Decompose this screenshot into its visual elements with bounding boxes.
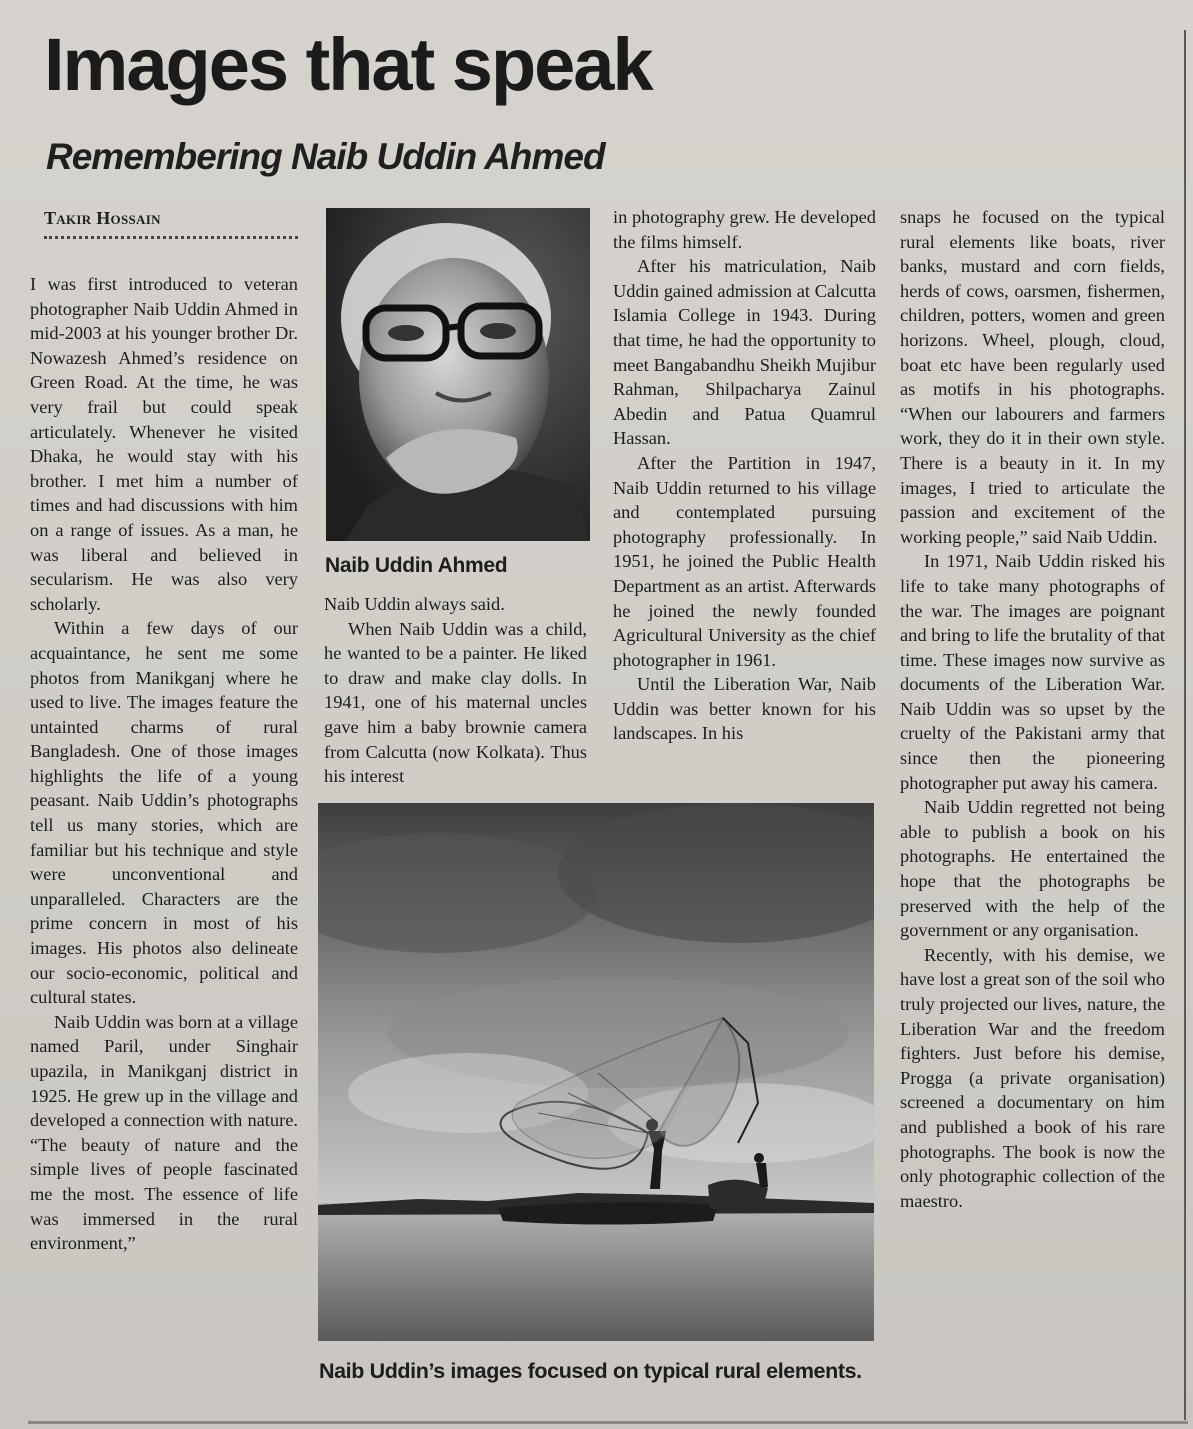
column-2 xyxy=(324,592,587,789)
subheadline: Remembering Naib Uddin Ahmed xyxy=(46,136,605,177)
headline: Images that speak xyxy=(44,23,652,106)
paragraph: snaps he focused on the typical rural elements like boats, river banks, mustard and corn fields, herds of cows, oarsmen, fishermen, children, potters, women and green horizons. Wheel, plough, cloud, boat etc have been regularly used as motifs in his photographs. “When our labourers and farmers work, they do it in their own style. There is a beauty in it. In my images, I tried to articulate the passion and excitement of the working people,” said Naib Uddin. xyxy=(900,207,1165,547)
paragraph: After his matriculation, Naib Uddin gained admission at Calcutta Islamia College in 1943. During that time, he had the opportunity to meet Bangabandhu Sheikh Mujibur Rahman, Shilpacharya Zainul Abedin and Patua Quamrul Hassan. xyxy=(613,256,876,449)
column-1 xyxy=(30,272,298,1256)
column-4 xyxy=(900,205,1165,1213)
byline-divider xyxy=(44,236,298,239)
paragraph: In 1971, Naib Uddin risked his life to take many photographs of the war. The images are poignant and bring to life the brutality of that time. These images now survive as documents of the Liberation War. Naib Uddin was so upset by the cruelty of the Pakistani army that since then the pioneering photographer put away his camera. xyxy=(900,551,1165,793)
byline: Takir Hossain xyxy=(44,208,161,228)
fisherman-photo xyxy=(318,803,874,1341)
paragraph: Within a few days of our acquaintance, he sent me some photos from Manikganj where he used to live. The images feature the untainted charms of rural Bangladesh. One of those images highlights the life of a young peasant. Naib Uddin’s photographs tell us many stories, which are familiar but his technique and style were unconventional and unparalleled. Characters are the prime concern in most of his images. His photos also delineate our socio-economic, political and cultural states. xyxy=(30,618,298,1008)
landscape-caption: Naib Uddin’s images focused on typical rural elements. xyxy=(319,1359,862,1383)
paragraph: in photography grew. He developed the films himself. xyxy=(613,207,876,252)
paragraph: Naib Uddin always said. xyxy=(324,594,505,614)
paragraph: Naib Uddin regretted not being able to publish a book on his photographs. He entertained the hope that the photographs be preserved with the help of the government or any organisation. xyxy=(900,797,1165,941)
portrait-caption: Naib Uddin Ahmed xyxy=(325,554,508,577)
paragraph: When Naib Uddin was a child, he wanted to be a painter. He liked to draw and make clay dolls. In 1941, one of his maternal uncles gave him a baby brownie camera from Calcutta (now Kolkata). Thus his interest xyxy=(324,618,587,787)
paragraph: Naib Uddin was born at a village named Paril, under Singhair upazila, in Manikganj district in 1925. He grew up in the village and developed a connection with nature. “The beauty of nature and the simple lives of people fascinated me the most. The essence of life was immersed in the rural environment,” xyxy=(30,1011,298,1254)
page-bottom-rule xyxy=(28,1421,1188,1424)
column-3 xyxy=(613,205,876,746)
column-rule xyxy=(1184,30,1186,1420)
paragraph: Recently, with his demise, we have lost a great son of the soil who truly projected our lives, nature, the Liberation War and the freedom fighters. Just before his demise, Progga (a private organisation) screened a documentary on him and published a book of his rare photographs. The book is now the only photographic collection of the maestro. xyxy=(900,944,1165,1211)
paragraph: I was first introduced to veteran photographer Naib Uddin Ahmed in mid-2003 at his younger brother Dr. Nowazesh Ahmed’s residence on Green Road. At the time, he was very frail but could speak articulately. Whenever he visited Dhaka, he would stay with his brother. I met him a number of times and had discussions with him on a range of issues. As a man, he was liberal and believed in secularism. He was also very scholarly. xyxy=(30,274,298,614)
paragraph: Until the Liberation War, Naib Uddin was better known for his landscapes. In his xyxy=(613,674,876,744)
paragraph: After the Partition in 1947, Naib Uddin returned to his village and contemplated pursuing photography professionally. In 1951, he joined the Public Health Department as an artist. Afterwards he joined the newly founded Agricultural University as the chief photographer in 1961. xyxy=(613,452,876,670)
portrait-photo xyxy=(326,208,590,541)
